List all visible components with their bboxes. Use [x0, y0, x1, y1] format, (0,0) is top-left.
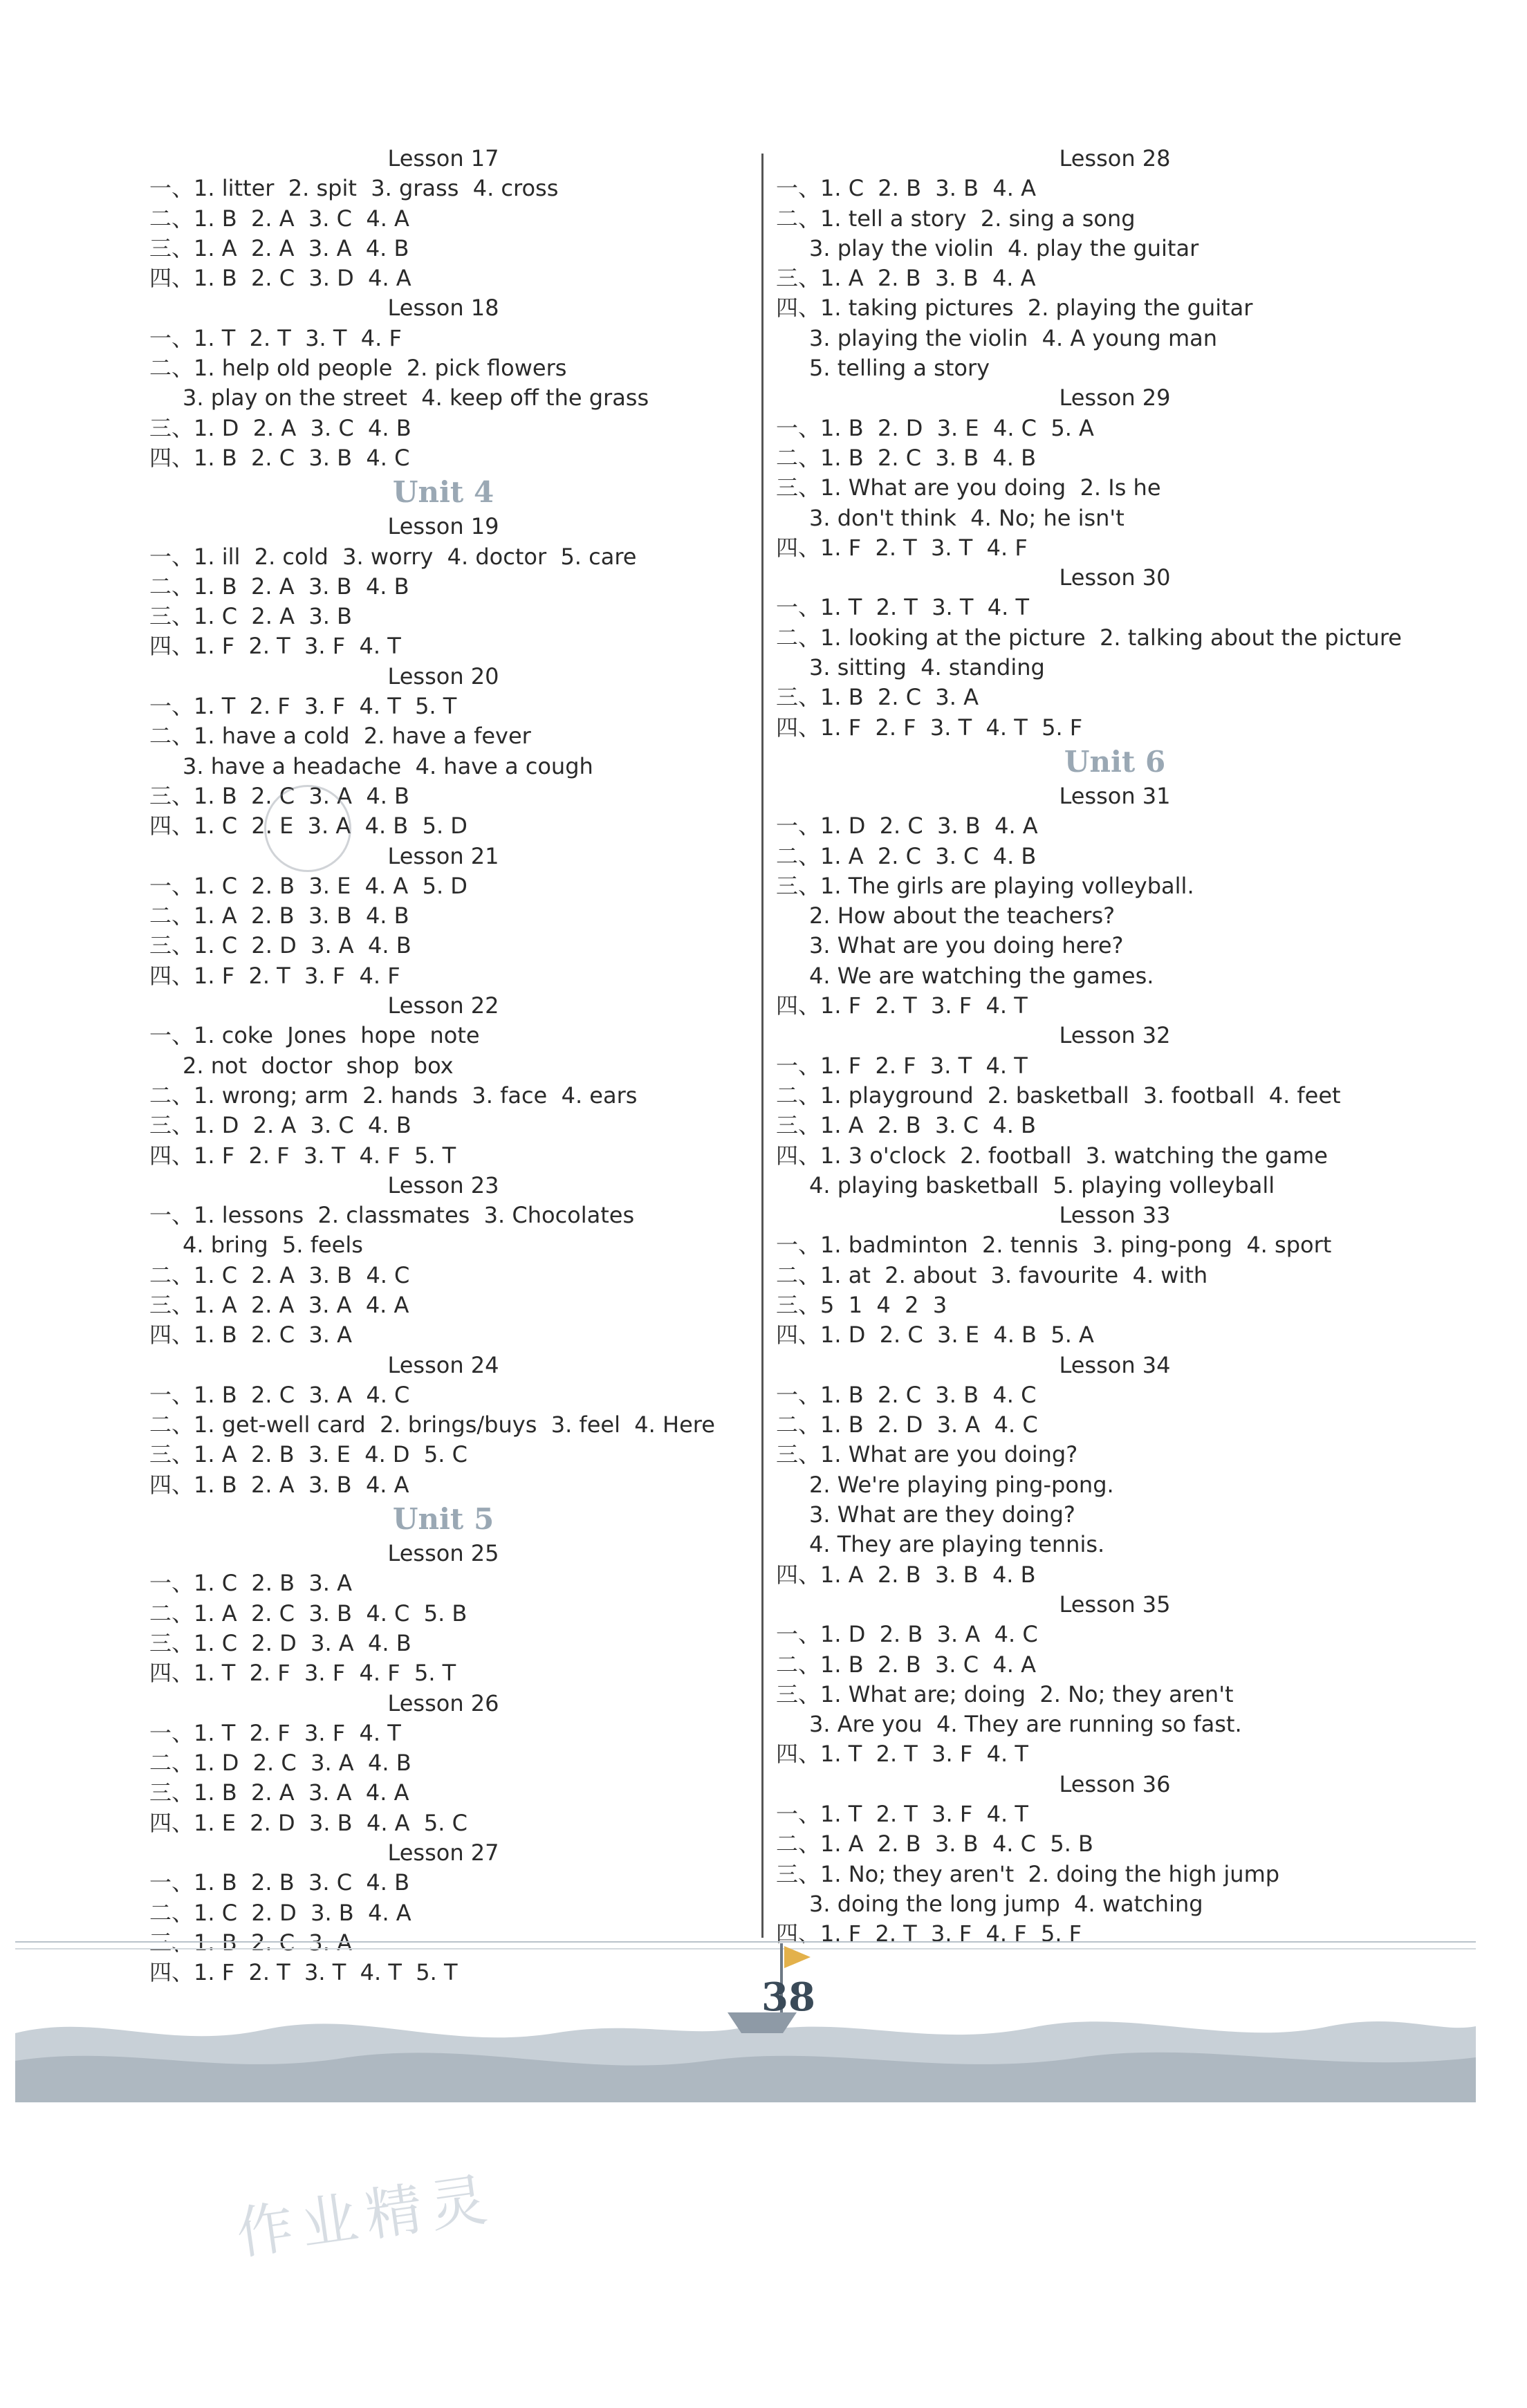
- lesson-heading: Lesson 34: [1059, 1351, 1171, 1378]
- answer-line: 三、1. D 2. A 3. C 4. B: [149, 1112, 411, 1139]
- answer-line: 一、1. B 2. C 3. B 4. C: [776, 1381, 1037, 1408]
- answer-line: 一、1. ill 2. cold 3. worry 4. doctor 5. care: [149, 543, 637, 570]
- answer-line: 四、1. B 2. C 3. B 4. C: [149, 444, 410, 471]
- answer-line: 一、1. T 2. T 3. T 4. F: [149, 324, 402, 351]
- answer-line: 四、1. B 2. C 3. A: [149, 1322, 352, 1349]
- column-divider: [761, 154, 764, 1938]
- answer-line: 一、1. C 2. B 3. A: [149, 1570, 352, 1597]
- lesson-heading: Lesson 22: [387, 992, 499, 1019]
- answer-line: 二、1. B 2. A 3. C 4. A: [149, 205, 409, 232]
- answer-line: 三、1. A 2. A 3. A 4. A: [149, 1291, 409, 1318]
- answer-line-continued: 4. They are playing tennis.: [809, 1531, 1105, 1558]
- answer-line: 二、1. A 2. C 3. B 4. C 5. B: [149, 1600, 468, 1627]
- answer-line-continued: 2. not doctor shop box: [183, 1052, 454, 1079]
- answer-line: 一、1. B 2. D 3. E 4. C 5. A: [776, 414, 1094, 441]
- answer-line-continued: 3. doing the long jump 4. watching: [809, 1890, 1203, 1917]
- answer-line: 三、1. B 2. A 3. A 4. A: [149, 1779, 409, 1806]
- answer-line: 二、1. C 2. A 3. B 4. C: [149, 1261, 410, 1288]
- answer-line: 四、1. F 2. T 3. F 4. F: [149, 962, 400, 989]
- answer-line-continued: 4. bring 5. feels: [183, 1232, 363, 1259]
- answer-line: 三、1. B 2. C 3. A: [149, 1929, 352, 1956]
- answer-line-continued: 2. How about the teachers?: [809, 902, 1116, 929]
- answer-line: 一、1. C 2. B 3. E 4. A 5. D: [149, 872, 468, 899]
- answer-line-continued: 3. have a headache 4. have a cough: [183, 752, 593, 779]
- lesson-heading: Lesson 18: [387, 295, 499, 322]
- answer-line: 二、1. playground 2. basketball 3. football 4. feet: [776, 1082, 1341, 1109]
- answer-line: 三、1. What are you doing 2. Is he: [776, 474, 1161, 501]
- answer-line: 四、1. F 2. F 3. T 4. T 5. F: [776, 714, 1083, 741]
- answer-line: 三、1. B 2. C 3. A 4. B: [149, 782, 409, 809]
- answer-line: 三、5 1 4 2 3: [776, 1291, 947, 1318]
- answer-line: 一、1. B 2. C 3. A 4. C: [149, 1381, 410, 1408]
- answer-line: 二、1. B 2. D 3. A 4. C: [776, 1411, 1038, 1438]
- answer-line: 三、1. C 2. A 3. B: [149, 603, 352, 630]
- lesson-heading: Lesson 33: [1059, 1202, 1171, 1229]
- lesson-heading: Lesson 26: [387, 1689, 499, 1716]
- answer-line: 四、1. F 2. T 3. F 4. T: [149, 633, 401, 660]
- answer-line: 四、1. E 2. D 3. B 4. A 5. C: [149, 1809, 468, 1836]
- lesson-heading: Lesson 27: [387, 1840, 499, 1867]
- lesson-heading: Lesson 19: [387, 513, 499, 540]
- answer-line: 一、1. T 2. F 3. F 4. T: [149, 1719, 401, 1746]
- answer-line: 一、1. C 2. B 3. B 4. A: [776, 175, 1036, 202]
- answer-line: 四、1. B 2. A 3. B 4. A: [149, 1471, 409, 1498]
- answer-line-continued: 4. playing basketball 5. playing volleyball: [809, 1171, 1275, 1198]
- answer-line: 二、1. looking at the picture 2. talking about the picture: [776, 624, 1402, 651]
- answer-line: 一、1. lessons 2. classmates 3. Chocolates: [149, 1202, 635, 1229]
- answer-line-continued: 3. What are you doing here?: [809, 932, 1124, 959]
- answer-line: 三、1. A 2. B 3. C 4. B: [776, 1112, 1036, 1139]
- answer-line: 三、1. A 2. B 3. B 4. A: [776, 265, 1036, 292]
- lesson-heading: Lesson 31: [1059, 782, 1171, 809]
- lesson-heading: Lesson 24: [387, 1351, 499, 1378]
- answer-line-continued: 3. play on the street 4. keep off the grass: [183, 385, 649, 411]
- unit-heading: Unit 4: [392, 475, 494, 510]
- answer-line: 三、1. What are; doing 2. No; they aren't: [776, 1680, 1234, 1707]
- answer-line-continued: 2. We're playing ping-pong.: [809, 1471, 1114, 1498]
- answer-line: 二、1. C 2. D 3. B 4. A: [149, 1899, 411, 1926]
- answer-line: 二、1. at 2. about 3. favourite 4. with: [776, 1261, 1208, 1288]
- answer-line: 三、1. D 2. A 3. C 4. B: [149, 414, 411, 441]
- answer-line-continued: 3. playing the violin 4. A young man: [809, 324, 1217, 351]
- lesson-heading: Lesson 23: [387, 1171, 499, 1198]
- answer-line: 四、1. F 2. T 3. T 4. T 5. T: [149, 1959, 458, 1986]
- lesson-heading: Lesson 36: [1059, 1770, 1171, 1797]
- answer-line: 四、1. F 2. T 3. T 4. F: [776, 534, 1028, 561]
- answer-line: 一、1. D 2. C 3. B 4. A: [776, 813, 1038, 840]
- lesson-heading: Lesson 21: [387, 842, 499, 869]
- answer-line: 二、1. D 2. C 3. A 4. B: [149, 1750, 411, 1777]
- answer-line: 三、1. C 2. D 3. A 4. B: [149, 1629, 411, 1656]
- lesson-heading: Lesson 28: [1059, 145, 1171, 172]
- answer-line: 三、1. C 2. D 3. A 4. B: [149, 932, 411, 959]
- answer-line: 三、1. What are you doing?: [776, 1441, 1078, 1468]
- answer-line-continued: 5. telling a story: [809, 355, 990, 382]
- answer-line: 四、1. T 2. F 3. F 4. F 5. T: [149, 1660, 456, 1687]
- answer-line: 二、1. A 2. C 3. C 4. B: [776, 842, 1037, 869]
- answer-line: 二、1. help old people 2. pick flowers: [149, 355, 567, 382]
- answer-line: 四、1. F 2. F 3. T 4. F 5. T: [149, 1142, 456, 1169]
- answer-line: 一、1. coke Jones hope note: [149, 1022, 480, 1049]
- answer-line: 四、1. F 2. T 3. F 4. T: [776, 992, 1028, 1019]
- answer-line-continued: 3. What are they doing?: [809, 1501, 1075, 1528]
- answer-line: 四、1. T 2. T 3. F 4. T: [776, 1741, 1028, 1768]
- lesson-heading: Lesson 30: [1059, 564, 1171, 591]
- unit-heading: Unit 5: [392, 1502, 494, 1537]
- unit-heading: Unit 6: [1064, 744, 1166, 779]
- answer-line: 四、1. F 2. T 3. F 4. F 5. F: [776, 1920, 1082, 1947]
- answer-line: 一、1. T 2. T 3. F 4. T: [776, 1801, 1028, 1828]
- right-answer-column: [776, 144, 1454, 1949]
- answer-line: 三、1. The girls are playing volleyball.: [776, 872, 1194, 899]
- answer-line: 二、1. have a cold 2. have a fever: [149, 723, 531, 750]
- answer-line-continued: 3. Are you 4. They are running so fast.: [809, 1711, 1242, 1738]
- answer-line: 四、1. C 2. E 3. A 4. B 5. D: [149, 813, 468, 840]
- answer-line: 四、1. B 2. C 3. D 4. A: [149, 265, 411, 292]
- answer-line-continued: 4. We are watching the games.: [809, 962, 1154, 989]
- lesson-heading: Lesson 20: [387, 663, 499, 689]
- answer-line: 二、1. wrong; arm 2. hands 3. face 4. ears: [149, 1082, 638, 1109]
- lesson-heading: Lesson 32: [1059, 1022, 1171, 1049]
- answer-line: 二、1. A 2. B 3. B 4. C 5. B: [776, 1831, 1093, 1858]
- answer-line: 二、1. B 2. B 3. C 4. A: [776, 1651, 1036, 1678]
- lesson-heading: Lesson 35: [1059, 1591, 1171, 1618]
- answer-line-continued: 3. sitting 4. standing: [809, 654, 1045, 681]
- answer-line: 一、1. badminton 2. tennis 3. ping-pong 4. sport: [776, 1232, 1332, 1259]
- answer-line: 三、1. A 2. A 3. A 4. B: [149, 234, 409, 261]
- answer-line: 一、1. F 2. F 3. T 4. T: [776, 1052, 1028, 1079]
- lesson-heading: Lesson 17: [387, 145, 499, 172]
- lesson-heading: Lesson 29: [1059, 385, 1171, 411]
- answer-line: 一、1. T 2. T 3. T 4. T: [776, 594, 1030, 621]
- answer-line: 二、1. get-well card 2. brings/buys 3. feel 4. Here: [149, 1411, 715, 1438]
- answer-line: 二、1. B 2. C 3. B 4. B: [776, 444, 1037, 471]
- answer-line: 一、1. T 2. F 3. F 4. T 5. T: [149, 693, 457, 720]
- answer-line: 二、1. B 2. A 3. B 4. B: [149, 573, 409, 600]
- answer-line: 二、1. tell a story 2. sing a song: [776, 205, 1136, 232]
- lesson-heading: Lesson 25: [387, 1540, 499, 1567]
- answer-line: 三、1. B 2. C 3. A: [776, 684, 979, 711]
- watermark-text: 作业精灵: [232, 2166, 499, 2268]
- answer-line-continued: 3. don't think 4. No; he isn't: [809, 504, 1125, 531]
- answer-line: 一、1. B 2. B 3. C 4. B: [149, 1869, 410, 1896]
- answer-line: 四、1. A 2. B 3. B 4. B: [776, 1561, 1036, 1588]
- answer-line: 二、1. A 2. B 3. B 4. B: [149, 902, 409, 929]
- answer-line: 四、1. D 2. C 3. E 4. B 5. A: [776, 1322, 1094, 1349]
- answer-line: 一、1. D 2. B 3. A 4. C: [776, 1621, 1038, 1648]
- answer-line: 一、1. litter 2. spit 3. grass 4. cross: [149, 175, 559, 202]
- answer-line: 三、1. No; they aren't 2. doing the high jump: [776, 1860, 1280, 1887]
- answer-line: 三、1. A 2. B 3. E 4. D 5. C: [149, 1441, 468, 1468]
- page-number: 38: [761, 1974, 815, 2020]
- answer-line: 四、1. taking pictures 2. playing the guitar: [776, 295, 1253, 322]
- left-answer-column: [149, 144, 737, 1988]
- answer-line-continued: 3. play the violin 4. play the guitar: [809, 234, 1199, 261]
- faint-stamp-mark: [264, 785, 351, 872]
- answer-line: 四、1. 3 o'clock 2. football 3. watching the game: [776, 1142, 1328, 1169]
